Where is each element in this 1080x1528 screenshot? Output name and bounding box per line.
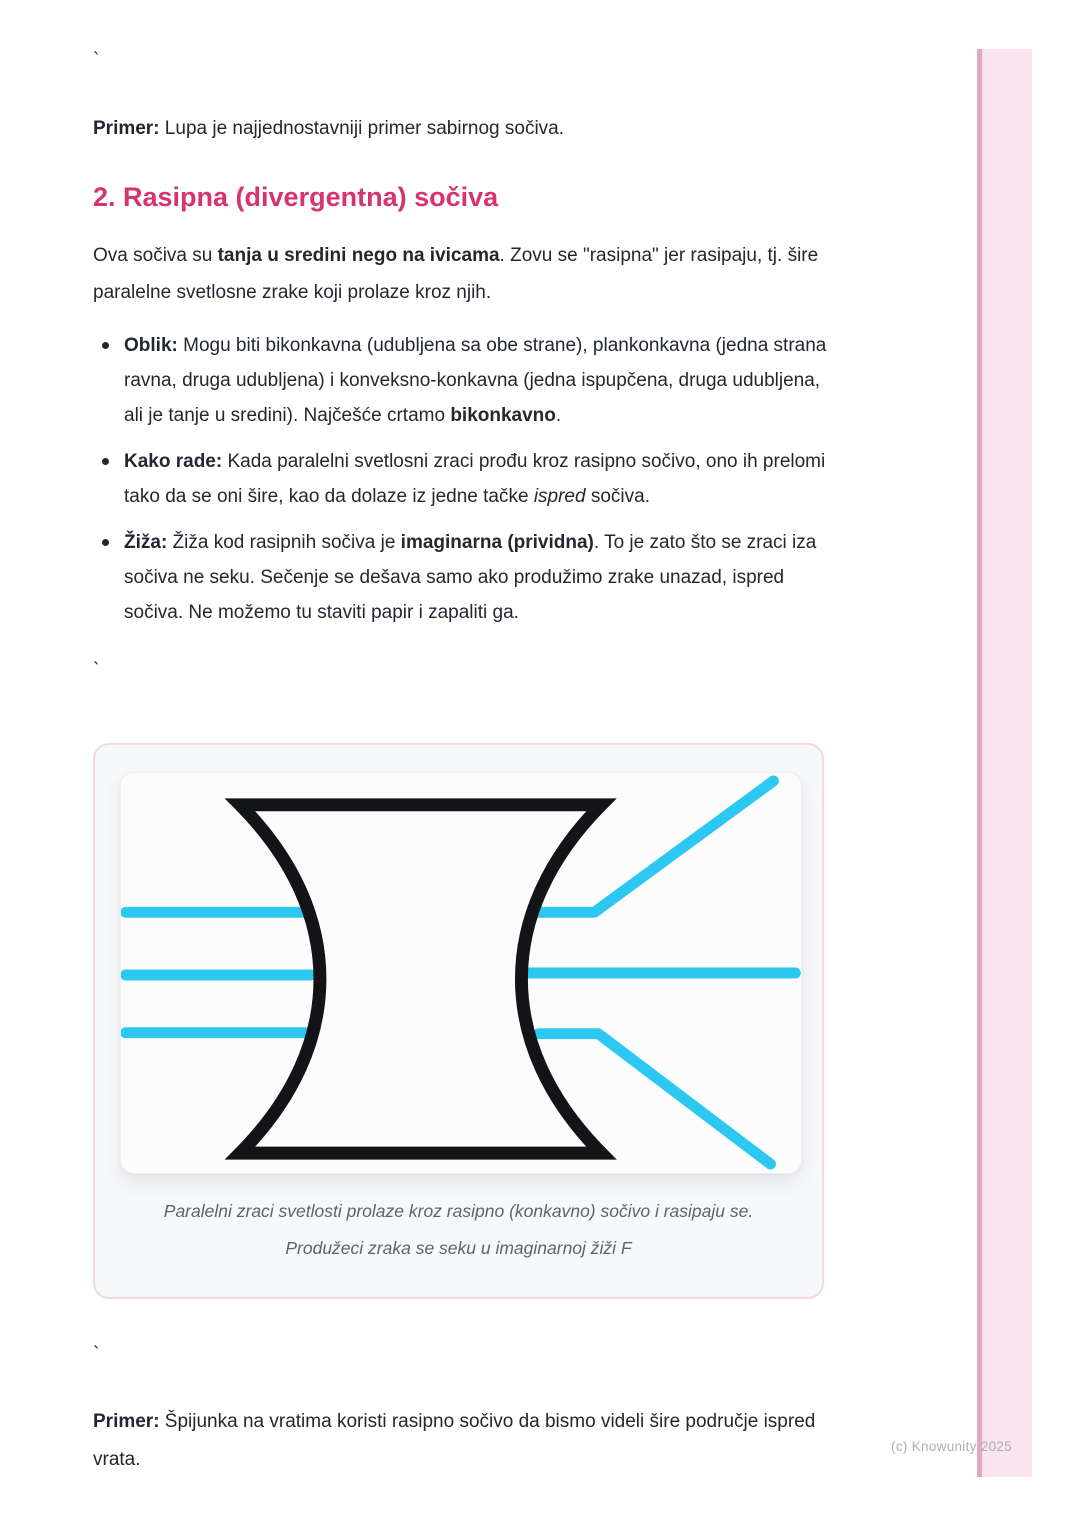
watermark-text: (c) Knowunity 2025 [891,1439,1012,1454]
lead-paragraph: Ova sočiva su tanja u sredini nego na ivicama. Zovu se "rasipna" jer rasipaju, tj. šire paralelne svetlosne zrake koji prolaze kroz njih. [93,245,819,303]
lens-figure [93,743,824,1299]
ray-diagram [121,773,801,1173]
figure-caption-line-1: Paralelni zraci svetlosti prolaze kroz rasipno (konkavno) sočivo i rasipaju se. [163,1201,754,1221]
bullet-icon [102,458,109,465]
diagram-card [120,772,802,1174]
bullet-icon [102,539,109,546]
stray-backtick-1: ` [93,50,100,71]
right-pink-stripe [977,49,1032,1477]
bullet-item-kako-rade: Kako rade: Kada paralelni svetlosni zraci prođu kroz rasipno sočivo, ono ih prelomi tako da se oni šire, kao da dolaze iz jedne tačke ispred sočiva. [93,444,830,514]
bullet-item-oblik: Oblik: Mogu biti bikonkavna (udubljena sa obe strane), plankonkavna (jedna strana ravna, druga udubljena) i konveksno-konkavna (jedna ispupčena, druga udubljena, ali je tanje u sredini). Najčešće crtamo bikonkavno. [93,328,830,433]
bullet-icon [102,342,109,349]
properties-list [93,328,830,641]
section-heading: 2. Rasipna (divergentna) sočiva [93,182,499,212]
bullet-item-ziza: Žiža: Žiža kod rasipnih sočiva je imaginarna (prividna). To je zato što se zraci iza sočiva ne seku. Sečenje se dešava samo ako produžimo zrake unazad, ispred sočiva. Ne možemo tu staviti papir i zapaliti ga. [93,525,830,630]
refracted-ray-bottom-icon [539,1034,771,1164]
stray-backtick-2: ` [93,660,100,681]
intro-paragraph: Primer: Lupa je najjednostavniji primer sabirnog sočiva. [93,118,565,139]
stray-backtick-3: ` [93,1344,100,1365]
figure-caption-line-2: Produžeci zraka se seku u imaginarnoj žiži F [285,1238,632,1258]
outro-paragraph: Primer: Špijunka na vratima koristi rasipno sočivo da bismo videli šire područje ispred vrata. [93,1411,816,1470]
figure-caption [115,1193,802,1267]
